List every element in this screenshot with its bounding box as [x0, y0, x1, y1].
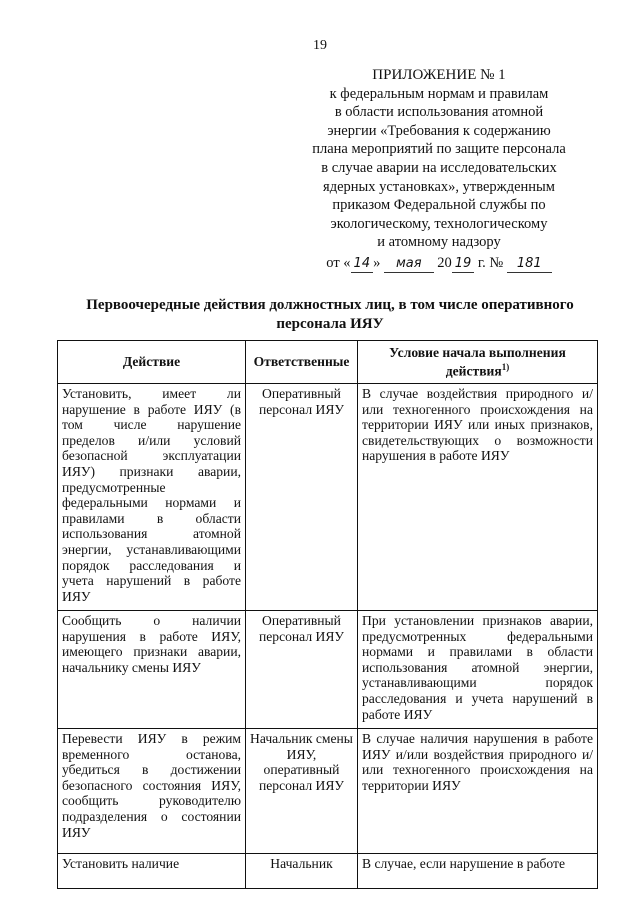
- handwritten-day: 14: [351, 256, 374, 273]
- cell-responsible: Оперативный персонал ИЯУ: [246, 611, 358, 729]
- cell-action: Сообщить о наличии нарушения в работе ИЯУ, имеющего признаки аварии, начальнику смены ИЯУ: [58, 611, 246, 729]
- header-condition: [358, 341, 598, 384]
- approval-date-line: [290, 254, 588, 273]
- cell-condition: При установлении признаков аварии, предусмотренных федеральными нормами и правилами в области использования атомной энергии, устанавливающими порядок расследования и учета нарушений в работе ИЯУ: [358, 611, 598, 729]
- table-row: [58, 611, 598, 729]
- header-action: Действие: [58, 341, 246, 384]
- header-responsible: Ответственные: [246, 341, 358, 384]
- date-separator: »: [373, 254, 381, 271]
- cell-responsible: Начальник: [246, 854, 358, 889]
- appendix-line: к федеральным нормам и правилам: [329, 85, 549, 102]
- cell-condition: В случае воздействия природного и/или техногенного происхождения на территории ИЯУ или иных признаков, свидетельствующих о возможности нарушения в работе ИЯУ: [358, 384, 598, 611]
- year-prefix: 20: [437, 254, 452, 271]
- table-row: [58, 729, 598, 854]
- appendix-line: в области использования атомной: [334, 104, 544, 121]
- appendix-line: в случае аварии на исследовательских: [321, 159, 557, 176]
- appendix-line: ядерных установках», утвержденным: [323, 178, 555, 195]
- table-row: [58, 854, 598, 889]
- cell-responsible: Оперативный персонал ИЯУ: [246, 384, 358, 611]
- appendix-line: энергии «Требования к содержанию: [327, 122, 551, 139]
- cell-action: Установить, имеет ли нарушение в работе ИЯУ (в том числе нарушение пределов и/или условий безопасной эксплуатации ИЯУ) признаки аварии, предусмотренные федеральными нормами и правилами в области использования атомной энергии, устанавливающими порядок расследования и учета нарушений в работе ИЯУ: [58, 384, 246, 611]
- appendix-line: плана мероприятий по защите персонала: [312, 141, 566, 158]
- cell-condition: В случае наличия нарушения в работе ИЯУ и/или воздействия природного и/или техногенного происхождения на территории ИЯУ: [358, 729, 598, 854]
- appendix-line: экологическому, технологическому: [330, 215, 548, 232]
- handwritten-year: 19: [452, 256, 475, 273]
- handwritten-month: мая: [384, 256, 434, 273]
- table-row: [58, 384, 598, 611]
- cell-action: Установить наличие: [58, 854, 246, 889]
- cell-action: Перевести ИЯУ в режим временного останова, убедиться в достижении безопасного состояния ИЯУ, сообщить руководителю подразделения о состоянии ИЯУ: [58, 729, 246, 854]
- actions-table: [57, 340, 598, 889]
- appendix-block: [290, 66, 588, 273]
- page-number: 19: [313, 38, 327, 53]
- date-prefix: от «: [326, 254, 351, 271]
- header-condition-text: Условие начала выполнения действия: [389, 344, 566, 379]
- cell-responsible: Начальник смены ИЯУ, оперативный персонал ИЯУ: [246, 729, 358, 854]
- document-title: Первоочередные действия должностных лиц, в том числе оперативного персонала ИЯУ: [86, 297, 574, 332]
- handwritten-number: 181: [507, 256, 552, 273]
- appendix-heading: ПРИЛОЖЕНИЕ № 1: [372, 67, 506, 83]
- appendix-line: приказом Федеральной службы по: [332, 197, 546, 214]
- table-header-row: [58, 341, 598, 384]
- footnote-marker: 1): [501, 362, 510, 373]
- cell-condition: В случае, если нарушение в работе: [358, 854, 598, 889]
- appendix-line: и атомному надзору: [377, 234, 501, 251]
- year-label: г. №: [477, 254, 504, 271]
